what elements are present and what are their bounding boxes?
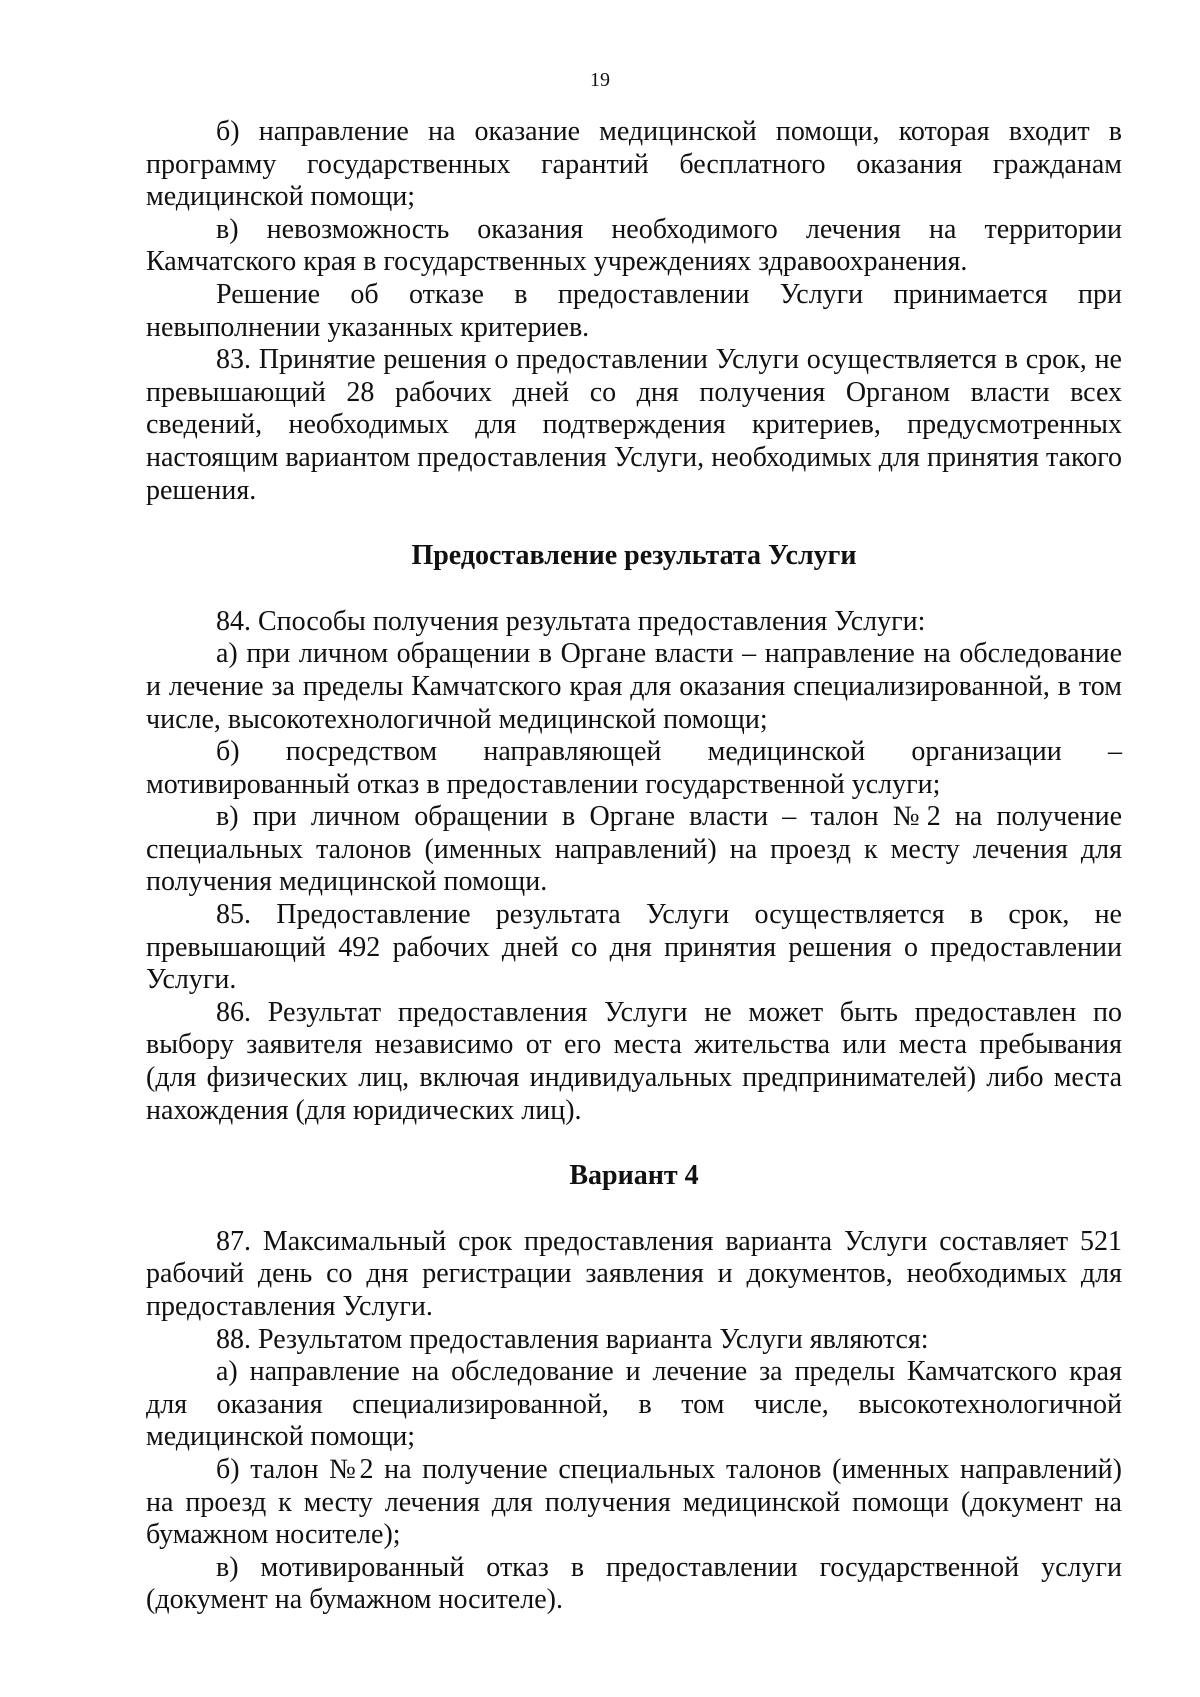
section-heading-result: Предоставление результата Услуги — [411, 540, 857, 572]
paragraph-86: 86. Результат предоставления Услуги не может быть предоставлен по выбору заявителя независимо от его места жительства или места пребывания (для физических лиц, включая индивидуальных предпринимателей) либо места нахождения (для юридических лиц). — [146, 996, 1122, 1126]
paragraph-84-b: б) посредством направляющей медицинской организации – мотивированный отказ в предоставлении государственной услуги; — [146, 736, 1122, 800]
paragraph-85: 85. Предоставление результата Услуги осуществляется в срок, не превышающий 492 рабочих дней со дня принятия решения о предоставлении Услуги. — [146, 899, 1122, 996]
document-body — [146, 116, 1122, 1617]
page-number: 19 — [590, 69, 610, 91]
paragraph-88-v: в) мотивированный отказ в предоставлении государственной услуги (документ на бумажном носителе). — [146, 1551, 1122, 1616]
section-heading-variant-4: Вариант 4 — [569, 1160, 699, 1192]
paragraph-88-b: б) талон №2 на получение специальных талонов (именных направлений) на проезд к месту лечения для получения медицинской помощи (документ на бумажном носителе); — [146, 1453, 1122, 1551]
paragraph-refusal-decision: Решение об отказе в предоставлении Услуги принимается при невыполнении указанных критериев. — [146, 278, 1122, 343]
paragraph-84: 84. Способы получения результата предоставления Услуги: — [216, 605, 926, 637]
paragraph-83: 83. Принятие решения о предоставлении Услуги осуществляется в срок, не превышающий 28 рабочих дней со дня получения Органом власти всех сведений, необходимых для подтверждения критериев, предусмотренных настоящим вариантом предоставления Услуги, необходимых для принятия такого решения. — [146, 344, 1122, 506]
paragraph-84-a: а) при личном обращении в Органе власти – направление на обследование и лечение за пределы Камчатского края для оказания специализированной, в том числе, высокотехнологичной медицинской помощи; — [146, 638, 1122, 735]
paragraph-criterion-b: б) направление на оказание медицинской помощи, которая входит в программу государственных гарантий бесплатного оказания гражданам медицинской помощи; — [146, 116, 1122, 213]
paragraph-criterion-v: в) невозможность оказания необходимого лечения на территории Камчатского края в государственных учреждениях здравоохранения. — [146, 213, 1122, 278]
paragraph-84-v: в) при личном обращении в Органе власти – талон №2 на получение специальных талонов (именных направлений) на проезд к месту лечения для получения медицинской помощи. — [146, 801, 1122, 898]
paragraph-87: 87. Максимальный срок предоставления варианта Услуги составляет 521 рабочий день со дня регистрации заявления и документов, необходимых для предоставления Услуги. — [146, 1225, 1122, 1322]
paragraph-88-a: а) направление на обследование и лечение за пределы Камчатского края для оказания специализированной, в том числе, высокотехнологичной медицинской помощи; — [146, 1356, 1122, 1453]
paragraph-88: 88. Результатом предоставления варианта Услуги являются: — [216, 1323, 929, 1355]
